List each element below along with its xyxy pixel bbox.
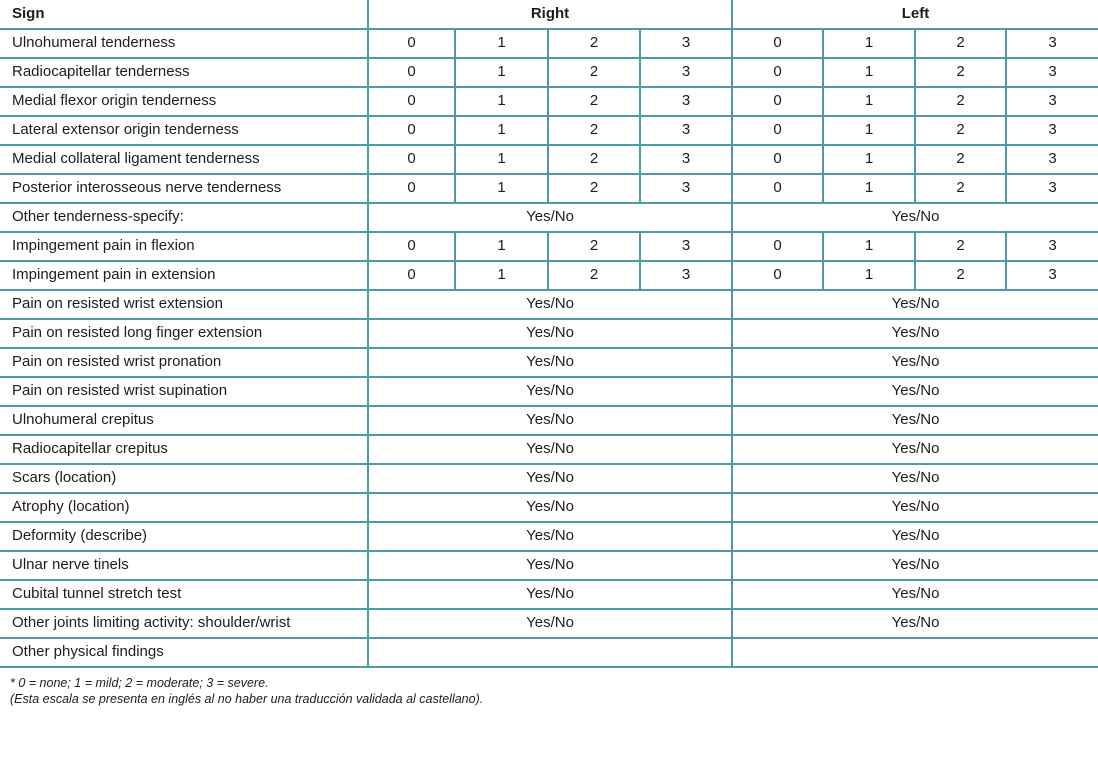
table-row: [0, 522, 1098, 551]
table-row: [0, 580, 1098, 609]
left-scale-value-2: 2: [915, 261, 1006, 290]
right-scale-value-1: 1: [455, 232, 548, 261]
right-scale-value-2: 2: [548, 116, 640, 145]
right-scale-value-2: 2: [548, 87, 640, 116]
table-row: [0, 232, 1098, 261]
left-scale-value-0: 0: [732, 29, 823, 58]
left-yesno-cell: Yes/No: [732, 435, 1098, 464]
left-yesno-cell: Yes/No: [732, 522, 1098, 551]
left-scale-value-3: 3: [1006, 58, 1098, 87]
row-label: Impingement pain in extension: [0, 261, 368, 290]
right-scale-value-0: 0: [368, 29, 455, 58]
row-label: Radiocapitellar tenderness: [0, 58, 368, 87]
left-yesno-cell: Yes/No: [732, 551, 1098, 580]
row-label: Ulnar nerve tinels: [0, 551, 368, 580]
row-label: Cubital tunnel stretch test: [0, 580, 368, 609]
left-scale-value-2: 2: [915, 87, 1006, 116]
left-empty-cell: [732, 638, 1098, 667]
right-scale-value-0: 0: [368, 116, 455, 145]
right-yesno-cell: Yes/No: [368, 290, 732, 319]
left-scale-value-0: 0: [732, 116, 823, 145]
right-scale-value-3: 3: [640, 232, 732, 261]
footnote-translation-note: (Esta escala se presenta en inglés al no haber una traducción validada al castellano).: [10, 692, 484, 706]
right-yesno-cell: Yes/No: [368, 464, 732, 493]
left-scale-value-0: 0: [732, 87, 823, 116]
row-label: Deformity (describe): [0, 522, 368, 551]
table-row: [0, 638, 1098, 667]
right-scale-value-3: 3: [640, 261, 732, 290]
table-row: [0, 116, 1098, 145]
left-scale-value-0: 0: [732, 174, 823, 203]
left-scale-value-2: 2: [915, 58, 1006, 87]
row-label: Medial collateral ligament tenderness: [0, 145, 368, 174]
table-row: [0, 464, 1098, 493]
right-yesno-cell: Yes/No: [368, 580, 732, 609]
right-yesno-cell: Yes/No: [368, 551, 732, 580]
table-row: [0, 174, 1098, 203]
left-scale-value-2: 2: [915, 145, 1006, 174]
right-yesno-cell: Yes/No: [368, 435, 732, 464]
left-scale-value-3: 3: [1006, 232, 1098, 261]
table-row: [0, 406, 1098, 435]
right-scale-value-1: 1: [455, 116, 548, 145]
right-scale-value-2: 2: [548, 58, 640, 87]
left-yesno-cell: Yes/No: [732, 609, 1098, 638]
right-scale-value-2: 2: [548, 29, 640, 58]
right-empty-cell: [368, 638, 732, 667]
left-yesno-cell: Yes/No: [732, 493, 1098, 522]
right-yesno-cell: Yes/No: [368, 493, 732, 522]
right-yesno-cell: Yes/No: [368, 609, 732, 638]
table-row: [0, 58, 1098, 87]
right-yesno-cell: Yes/No: [368, 522, 732, 551]
left-scale-value-0: 0: [732, 261, 823, 290]
left-scale-value-1: 1: [823, 116, 915, 145]
row-label: Scars (location): [0, 464, 368, 493]
right-scale-value-0: 0: [368, 87, 455, 116]
left-scale-value-2: 2: [915, 116, 1006, 145]
right-yesno-cell: Yes/No: [368, 203, 732, 232]
right-scale-value-3: 3: [640, 58, 732, 87]
right-scale-value-3: 3: [640, 116, 732, 145]
table-row: [0, 290, 1098, 319]
left-yesno-cell: Yes/No: [732, 406, 1098, 435]
left-scale-value-1: 1: [823, 87, 915, 116]
table-row: [0, 145, 1098, 174]
left-scale-value-2: 2: [915, 232, 1006, 261]
left-yesno-cell: Yes/No: [732, 464, 1098, 493]
left-scale-value-0: 0: [732, 145, 823, 174]
left-yesno-cell: Yes/No: [732, 377, 1098, 406]
right-yesno-cell: Yes/No: [368, 377, 732, 406]
right-yesno-cell: Yes/No: [368, 406, 732, 435]
left-scale-value-1: 1: [823, 261, 915, 290]
table-row: [0, 29, 1098, 58]
row-label: Other tenderness-specify:: [0, 203, 368, 232]
right-scale-value-1: 1: [455, 261, 548, 290]
row-label: Pain on resisted wrist pronation: [0, 348, 368, 377]
row-label: Other physical findings: [0, 638, 368, 667]
right-scale-value-1: 1: [455, 145, 548, 174]
row-label: Ulnohumeral crepitus: [0, 406, 368, 435]
row-label: Other joints limiting activity: shoulder/wrist: [0, 609, 368, 638]
left-scale-value-1: 1: [823, 232, 915, 261]
row-label: Posterior interosseous nerve tenderness: [0, 174, 368, 203]
right-scale-value-1: 1: [455, 174, 548, 203]
left-scale-value-3: 3: [1006, 145, 1098, 174]
right-scale-value-0: 0: [368, 58, 455, 87]
left-scale-value-0: 0: [732, 232, 823, 261]
table-row: [0, 319, 1098, 348]
right-scale-value-0: 0: [368, 145, 455, 174]
row-label: Atrophy (location): [0, 493, 368, 522]
table-row: [0, 377, 1098, 406]
footnote-scale-legend: * 0 = none; 1 = mild; 2 = moderate; 3 = severe.: [10, 676, 269, 690]
left-scale-value-3: 3: [1006, 116, 1098, 145]
row-label: Lateral extensor origin tenderness: [0, 116, 368, 145]
left-yesno-cell: Yes/No: [732, 319, 1098, 348]
table-body: [0, 29, 1098, 667]
right-scale-value-3: 3: [640, 145, 732, 174]
left-yesno-cell: Yes/No: [732, 580, 1098, 609]
row-label: Pain on resisted wrist supination: [0, 377, 368, 406]
right-scale-value-2: 2: [548, 145, 640, 174]
left-scale-value-3: 3: [1006, 261, 1098, 290]
left-yesno-cell: Yes/No: [732, 203, 1098, 232]
left-scale-value-0: 0: [732, 58, 823, 87]
right-scale-value-3: 3: [640, 29, 732, 58]
table-row: [0, 609, 1098, 638]
left-yesno-cell: Yes/No: [732, 348, 1098, 377]
left-scale-value-2: 2: [915, 29, 1006, 58]
right-scale-value-2: 2: [548, 232, 640, 261]
table-row: [0, 87, 1098, 116]
right-yesno-cell: Yes/No: [368, 319, 732, 348]
table-row: [0, 551, 1098, 580]
row-label: Ulnohumeral tenderness: [0, 29, 368, 58]
left-yesno-cell: Yes/No: [732, 290, 1098, 319]
left-scale-value-2: 2: [915, 174, 1006, 203]
right-scale-value-0: 0: [368, 261, 455, 290]
table-row: [0, 435, 1098, 464]
header-row: [0, 0, 1098, 29]
right-scale-value-1: 1: [455, 58, 548, 87]
column-header-right: Right: [368, 0, 732, 29]
right-scale-value-1: 1: [455, 29, 548, 58]
left-scale-value-3: 3: [1006, 87, 1098, 116]
right-yesno-cell: Yes/No: [368, 348, 732, 377]
left-scale-value-1: 1: [823, 29, 915, 58]
table-row: [0, 348, 1098, 377]
right-scale-value-0: 0: [368, 232, 455, 261]
right-scale-value-3: 3: [640, 174, 732, 203]
row-label: Impingement pain in flexion: [0, 232, 368, 261]
table-row: [0, 493, 1098, 522]
right-scale-value-2: 2: [548, 261, 640, 290]
left-scale-value-1: 1: [823, 58, 915, 87]
right-scale-value-2: 2: [548, 174, 640, 203]
left-scale-value-3: 3: [1006, 29, 1098, 58]
left-scale-value-1: 1: [823, 174, 915, 203]
right-scale-value-1: 1: [455, 87, 548, 116]
table-row: [0, 203, 1098, 232]
row-label: Pain on resisted long finger extension: [0, 319, 368, 348]
left-scale-value-1: 1: [823, 145, 915, 174]
right-scale-value-0: 0: [368, 174, 455, 203]
row-label: Radiocapitellar crepitus: [0, 435, 368, 464]
table-row: [0, 261, 1098, 290]
column-header-sign: Sign: [0, 0, 368, 29]
left-scale-value-3: 3: [1006, 174, 1098, 203]
right-scale-value-3: 3: [640, 87, 732, 116]
row-label: Pain on resisted wrist extension: [0, 290, 368, 319]
row-label: Medial flexor origin tenderness: [0, 87, 368, 116]
column-header-left: Left: [732, 0, 1098, 29]
footnote: [10, 675, 1098, 707]
